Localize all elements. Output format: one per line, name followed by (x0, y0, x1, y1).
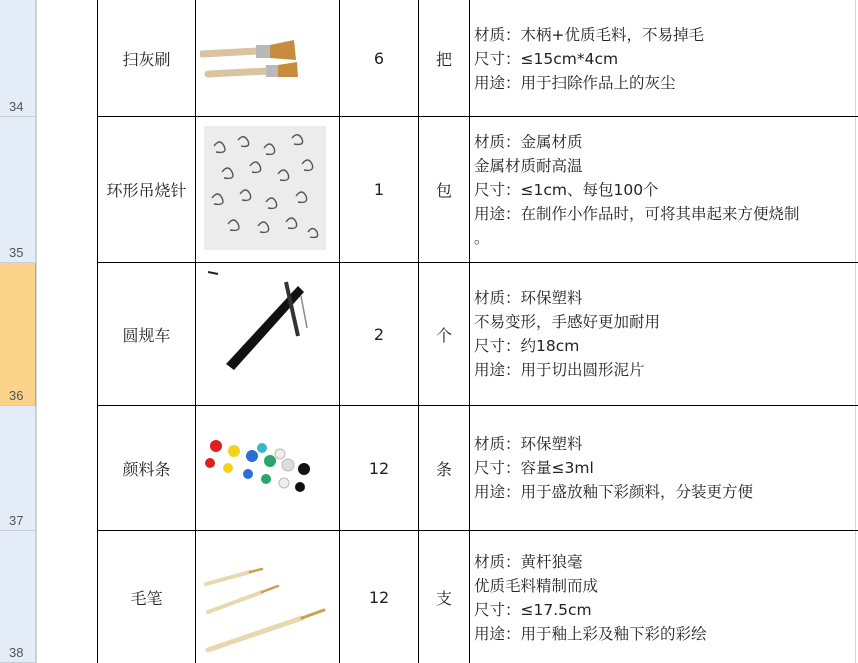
description-cell[interactable] (474, 432, 753, 504)
row-header-37[interactable] (0, 406, 36, 531)
row-number: 37 (9, 513, 24, 528)
description-cell[interactable] (474, 130, 800, 250)
paint-pots-icon[interactable] (202, 434, 318, 496)
unit-cell[interactable]: 个 (435, 325, 452, 345)
description-cell[interactable] (474, 23, 704, 95)
fine-brushes-icon[interactable] (202, 562, 328, 662)
table-border (97, 116, 858, 117)
desc-line: 用途：用于釉上彩及釉下彩的彩绘 (474, 625, 707, 643)
desc-line: 用途：用于切出圆形泥片 (474, 361, 645, 379)
unit-cell[interactable]: 支 (435, 588, 452, 608)
desc-line: 不易变形，手感好更加耐用 (474, 313, 661, 331)
qty-cell[interactable]: 1 (373, 180, 385, 199)
desc-line: 用途：用于盛放釉下彩颜料，分装更方便 (474, 483, 754, 501)
unit-cell[interactable]: 条 (435, 459, 452, 479)
desc-line: 材质：木柄+优质毛料，不易掉毛 (474, 26, 704, 44)
desc-line: 材质：金属材质 (474, 133, 583, 151)
description-cell[interactable] (474, 550, 707, 646)
table-border (195, 0, 196, 663)
row-header-35[interactable] (0, 117, 36, 263)
row-number: 36 (9, 388, 24, 403)
item-name-cell[interactable]: 扫灰刷 (122, 49, 171, 69)
desc-line: 尺寸：≤15cm*4cm (474, 50, 619, 68)
table-border (97, 262, 858, 263)
item-name-cell[interactable]: 环形吊烧针 (106, 181, 187, 200)
table-border (97, 405, 858, 406)
qty-cell[interactable]: 6 (373, 48, 385, 68)
brush-pair-icon[interactable] (200, 30, 300, 78)
desc-line: 。 (474, 229, 490, 247)
row-header-34[interactable] (0, 0, 36, 117)
desc-line: 材质：环保塑料 (474, 435, 583, 453)
row-number: 35 (9, 245, 24, 260)
table-border (97, 530, 858, 531)
desc-line: 尺寸：容量≤3ml (474, 459, 594, 477)
unit-cell[interactable]: 包 (435, 181, 452, 200)
item-name-cell[interactable]: 毛笔 (130, 588, 163, 608)
desc-line: 尺寸：≤17.5cm (474, 601, 592, 619)
desc-line: 金属材质耐高温 (474, 157, 583, 175)
item-name-cell[interactable]: 颜料条 (122, 459, 171, 479)
row-number: 38 (9, 645, 24, 660)
qty-cell[interactable]: 2 (373, 324, 385, 344)
compass-cutter-icon[interactable] (204, 268, 324, 376)
row-header-38[interactable] (0, 531, 36, 663)
desc-line: 用途：在制作小作品时，可将其串起来方便烧制 (474, 205, 800, 223)
desc-line: 材质：黄杆狼毫 (474, 553, 583, 571)
metal-hooks-icon[interactable] (204, 126, 326, 250)
desc-line: 优质毛料精制而成 (474, 577, 599, 595)
gridline (36, 0, 37, 663)
desc-line: 尺寸：≤1cm、每包100个 (474, 181, 659, 199)
row-number: 34 (9, 99, 24, 114)
row-header-36[interactable] (0, 263, 36, 406)
unit-cell[interactable]: 把 (435, 49, 452, 69)
description-cell[interactable] (474, 286, 660, 382)
gridline (855, 0, 856, 663)
qty-cell[interactable]: 12 (368, 458, 390, 478)
desc-line: 材质：环保塑料 (474, 289, 583, 307)
table-border (469, 0, 470, 663)
qty-cell[interactable]: 12 (368, 587, 390, 607)
desc-line: 尺寸：约18cm (474, 337, 580, 355)
desc-line: 用途：用于扫除作品上的灰尘 (474, 74, 676, 92)
item-name-cell[interactable]: 圆规车 (122, 325, 171, 345)
